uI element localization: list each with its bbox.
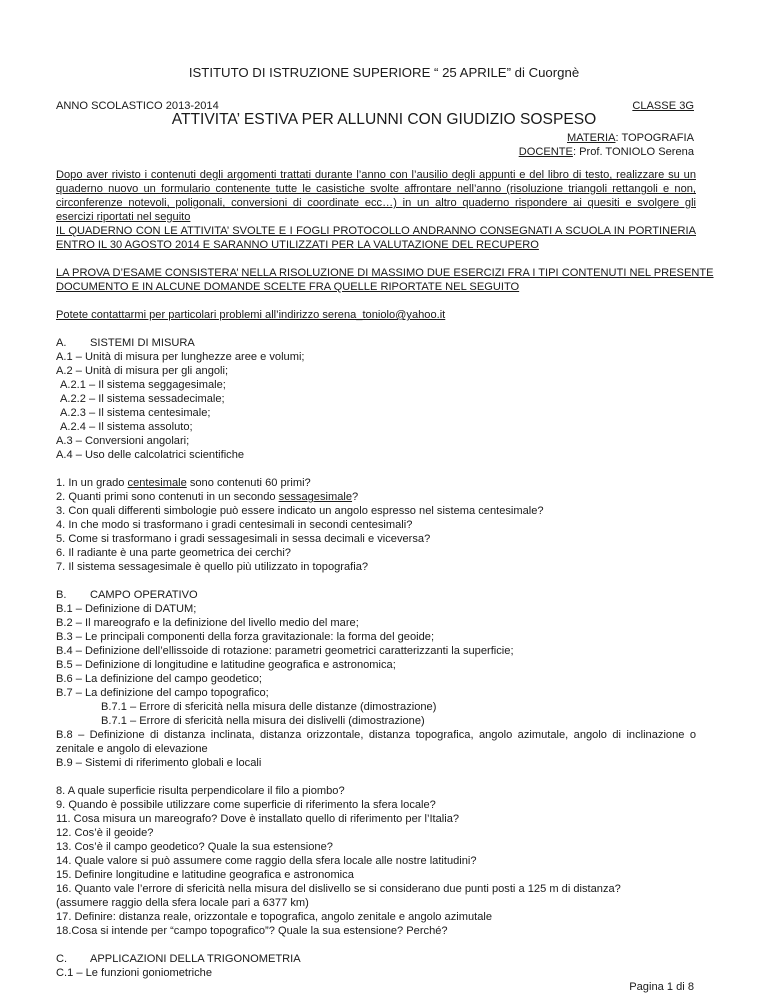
question-keyword: sessagesimale [278, 491, 353, 503]
question: (assumere raggio della sfera locale pari a 6377 km) [56, 897, 309, 909]
outline-item: B.5 – Definizione di longitudine e latitudine geografica e astronomica; [56, 659, 396, 671]
question-text: ? [352, 491, 359, 503]
outline-item: B.9 – Sistemi di riferimento globali e locali [56, 757, 262, 769]
question [56, 490, 358, 504]
outline-subitem: B.7.1 – Errore di sfericità nella misura dei dislivelli (dimostrazione) [101, 715, 425, 727]
page-number: Pagina 1 di 8 [629, 981, 694, 993]
outline-item: C.1 – Le funzioni goniometriche [56, 967, 213, 979]
intro-line: quaderno nuovo un formulario contenente tutte le casistiche svolte affrontare nell’anno (risoluzione triangoli rettangoli e non, [56, 183, 696, 195]
section-letter: C. [56, 953, 68, 965]
section-title: APPLICAZIONI DELLA TRIGONOMETRIA [90, 953, 301, 965]
question: 16. Quanto vale l’errore di sfericità nella misura del dislivello se si considerano due punti posti a 125 m di distanza? [56, 883, 621, 895]
school-name: ISTITUTO DI ISTRUZIONE SUPERIORE “ 25 APRILE” di Cuorgnè [188, 65, 580, 80]
document-title: ATTIVITA’ ESTIVA PER ALLUNNI CON GIUDIZIO SOSPESO [171, 111, 597, 128]
outline-item: A.1 – Unità di misura per lunghezze aree e volumi; [56, 351, 305, 363]
question: 11. Cosa misura un mareografo? Dove è installato quello di riferimento per l’Italia? [56, 813, 460, 825]
contact-line: Potete contattarmi per particolari problemi all’indirizzo serena_toniolo@yahoo.it [56, 309, 446, 321]
exam-line: LA PROVA D’ESAME CONSISTERA’ NELLA RISOLUZIONE DI MASSIMO DUE ESERCIZI FRA I TIPI CONTENUTI NEL PRESENTE [56, 267, 714, 279]
intro-line: Dopo aver rivisto i contenuti degli argomenti trattati durante l’anno con l’ausilio degli appunti e del libro di testo, realizzare su un [56, 169, 696, 181]
question: 7. Il sistema sessagesimale è quello più utilizzato in topografia? [56, 561, 369, 573]
outline-subitem: B.7.1 – Errore di sfericità nella misura delle distanze (dimostrazione) [101, 701, 437, 713]
question: 14. Quale valore si può assumere come raggio della sfera locale alle nostre latitudini? [56, 855, 477, 867]
intro-line: esercizi riportati nel seguito [56, 211, 191, 223]
outline-subitem: A.2.3 – Il sistema centesimale; [60, 407, 211, 419]
outline-item: A.2 – Unità di misura per gli angoli; [56, 365, 229, 377]
outline-item: A.3 – Conversioni angolari; [56, 435, 190, 447]
class-label: CLASSE 3G [632, 100, 694, 112]
question: 13. Cos’è il campo geodetico? Quale la sua estensione? [56, 841, 333, 853]
outline-item: B.2 – Il mareografo e la definizione del livello medio del mare; [56, 617, 359, 629]
question: 3. Con quali differenti simbologie può essere indicato un angolo espresso nel sistema centesimale? [56, 505, 544, 517]
question: 18.Cosa si intende per “campo topografico”? Quale la sua estensione? Perché? [56, 925, 448, 937]
section-letter: B. [56, 589, 67, 601]
outline-item: B.6 – La definizione del campo geodetico; [56, 673, 262, 685]
subject-label: MATERIA [567, 132, 616, 144]
outline-item: B.8 – Definizione di distanza inclinata, distanza orizzontale, distanza topografica, angolo azimutale, angolo di inclinazione o [56, 729, 696, 741]
section-b-heading [56, 588, 198, 602]
school-year: ANNO SCOLASTICO 2013-2014 [56, 100, 219, 112]
section-title: SISTEMI DI MISURA [90, 337, 195, 349]
question-text: 2. Quanti primi sono contenuti in un secondo [56, 491, 279, 503]
question: 9. Quando è possibile utilizzare come superficie di riferimento la sfera locale? [56, 799, 436, 811]
outline-item: B.3 – Le principali componenti della forza gravitazionale: la forma del geoide; [56, 631, 435, 643]
teacher-value: : Prof. TONIOLO Serena [572, 146, 694, 158]
section-c-heading [56, 952, 301, 966]
subject-value: : TOPOGRAFIA [615, 132, 694, 144]
teacher-line [519, 145, 694, 159]
question: 6. Il radiante è una parte geometrica dei cerchi? [56, 547, 291, 559]
section-title: CAMPO OPERATIVO [90, 589, 198, 601]
outline-item: B.7 – La definizione del campo topografico; [56, 687, 269, 699]
question [56, 476, 311, 490]
intro-line: circonferenze notevoli, poligonali, conversioni di coordinate ecc…) in un altro quaderno rispondere ai quesiti e svolgere gli [56, 197, 696, 209]
question: 4. In che modo si trasformano i gradi centesimali in secondi centesimali? [56, 519, 413, 531]
outline-subitem: A.2.2 – Il sistema sessadecimale; [60, 393, 225, 405]
subject-line [567, 131, 694, 145]
section-letter: A. [56, 337, 67, 349]
outline-subitem: A.2.4 – Il sistema assoluto; [60, 421, 193, 433]
question: 17. Definire: distanza reale, orizzontale e topografica, angolo zenitale e angolo azimutale [56, 911, 493, 923]
exam-line: DOCUMENTO E IN ALCUNE DOMANDE SCELTE FRA QUELLE RIPORTATE NEL SEGUITO [56, 281, 520, 293]
outline-subitem: A.2.1 – Il sistema seggagesimale; [60, 379, 226, 391]
outline-item: zenitale e angolo di elevazione [56, 743, 208, 755]
question: 5. Come si trasformano i gradi sessagesimali in sessa decimali e viceversa? [56, 533, 431, 545]
notice-line: ENTRO IL 30 AGOSTO 2014 E SARANNO UTILIZZATI PER LA VALUTAZIONE DEL RECUPERO [56, 239, 539, 251]
question-text: sono contenuti 60 primi? [186, 477, 311, 489]
question: 12. Cos’è il geoide? [56, 827, 154, 839]
teacher-label: DOCENTE [518, 146, 573, 158]
section-a-heading [56, 336, 195, 350]
question-text: 1. In un grado [56, 477, 128, 489]
question-keyword: centesimale [127, 477, 187, 489]
notice-line: IL QUADERNO CON LE ATTIVITA’ SVOLTE E I FOGLI PROTOCOLLO ANDRANNO CONSEGNATI A SCUOLA IN PORTINERIA [56, 225, 696, 237]
outline-item: A.4 – Uso delle calcolatrici scientifiche [56, 449, 245, 461]
outline-item: B.4 – Definizione dell’ellissoide di rotazione: parametri geometrici caratterizzanti la superficie; [56, 645, 514, 657]
question: 15. Definire longitudine e latitudine geografica e astronomica [56, 869, 354, 881]
outline-item: B.1 – Definizione di DATUM; [56, 603, 197, 615]
question: 8. A quale superficie risulta perpendicolare il filo a piombo? [56, 785, 345, 797]
